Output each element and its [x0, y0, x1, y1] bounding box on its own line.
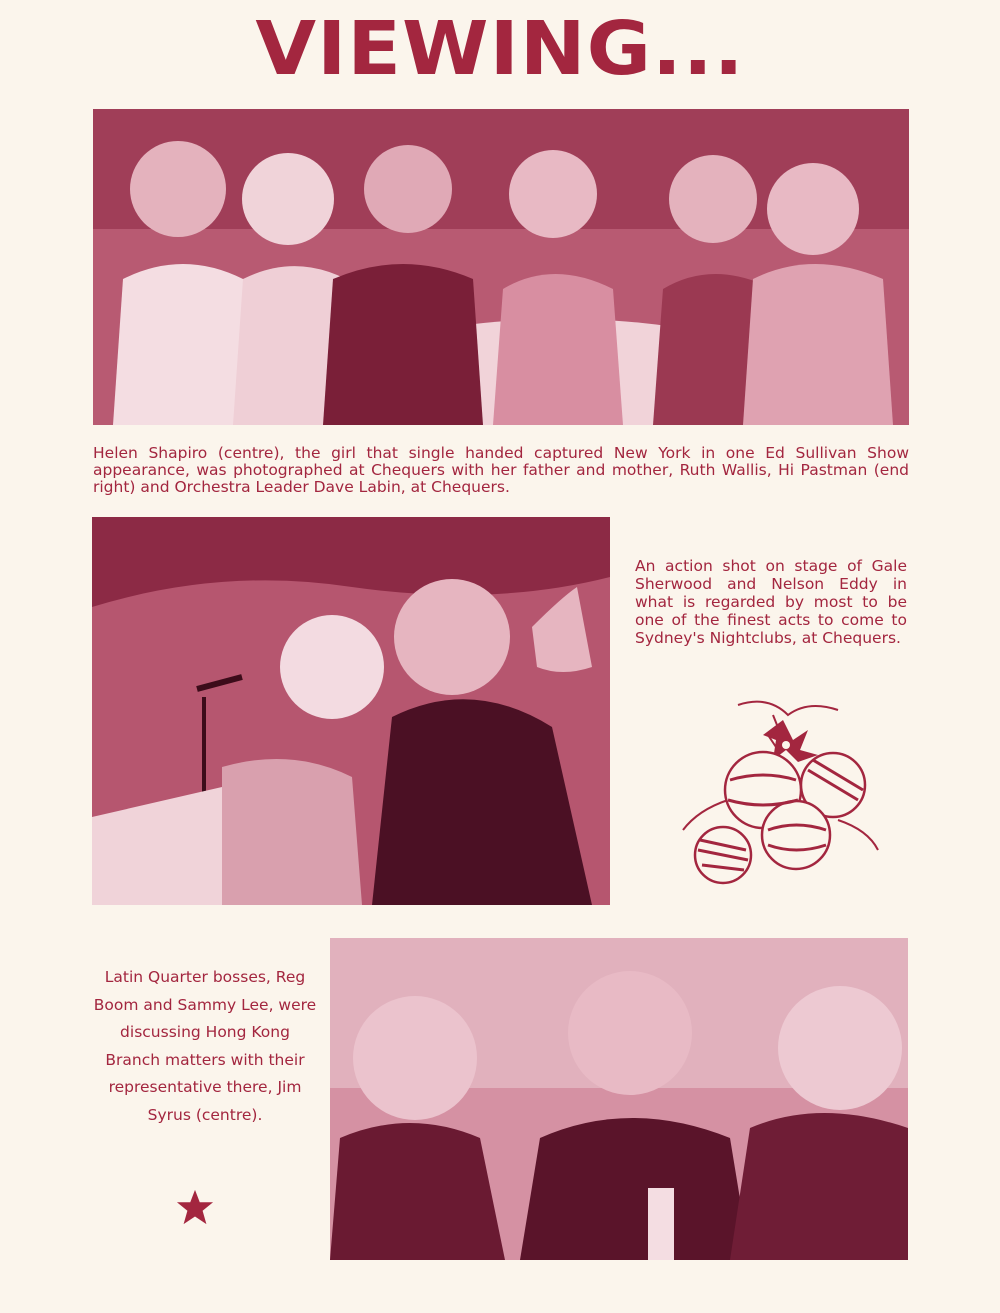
photo-caption-group-at-table: Helen Shapiro (centre), the girl that single handed captured New York in one Ed Sullivan Show appearance, was photographed at Chequers with her father and mother, Ruth Wallis, Hi Pastman (end right) and Orchestra Leader Dave Labin, at Chequers. — [93, 444, 909, 496]
star-icon — [176, 1188, 214, 1226]
page-title: VIEWING... — [255, 6, 745, 92]
photo-latin-quarter-bosses — [330, 938, 908, 1260]
photo-group-at-table — [93, 109, 909, 425]
photo-caption-stage-performers: An action shot on stage of Gale Sherwood and Nelson Eddy in what is regarded by most to be one of the finest acts to come to Sydney's Nightclubs, at Chequers. — [635, 557, 907, 647]
christmas-baubles-icon — [668, 690, 893, 890]
photo-stage-performers — [92, 517, 610, 905]
photo-caption-latin-quarter-bosses: Latin Quarter bosses, Reg Boom and Sammy Lee, were discussing Hong Kong Branch matters with their representative there, Jim Syrus (centre). — [93, 968, 317, 1124]
